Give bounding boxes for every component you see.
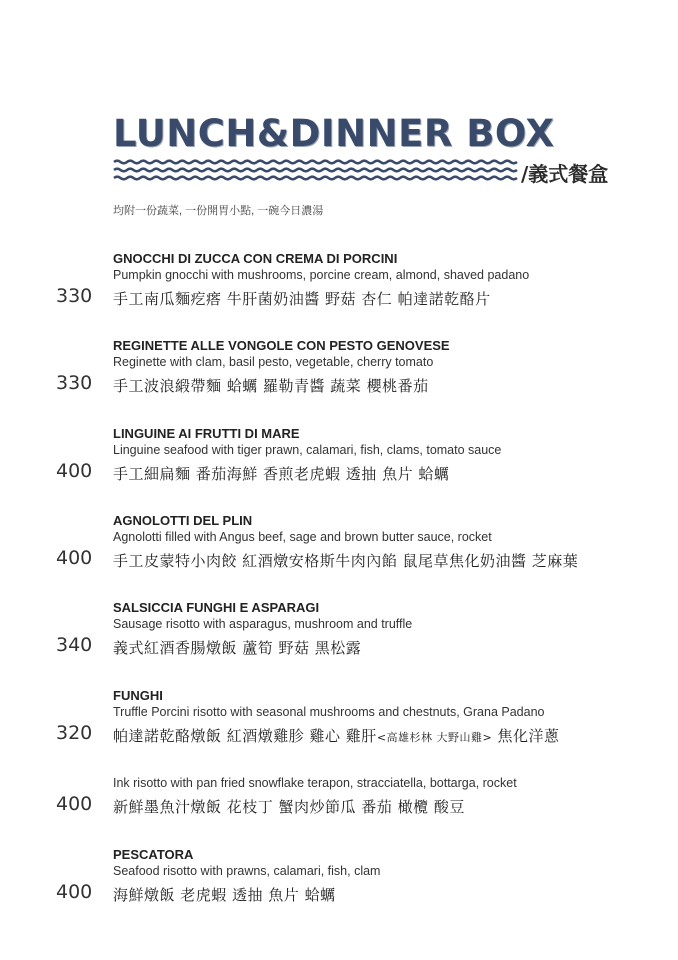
menu-item-pescatora [0, 847, 678, 917]
item-name: FUNGHI [113, 688, 163, 703]
page-title: LUNCH&DINNER BOX [113, 112, 555, 155]
subtitle-chinese: /義式餐盒 [521, 162, 609, 186]
menu-item-gnocchi [0, 251, 678, 321]
menu-item-agnolotti [0, 513, 678, 583]
item-price: 330 [56, 285, 93, 307]
item-description-en: Agnolotti filled with Angus beef, sage and brown butter sauce, rocket [113, 530, 492, 544]
wave-divider-icon [113, 157, 518, 185]
item-price: 330 [56, 372, 93, 394]
item-name: AGNOLOTTI DEL PLIN [113, 513, 253, 528]
item-price: 400 [56, 793, 93, 815]
item-description-zh: 義式紅酒香腸燉飯 蘆筍 野菇 黑松露 [113, 639, 362, 657]
menu-item-ink-risotto [0, 759, 678, 829]
menu-item-reginette [0, 338, 678, 408]
item-price: 400 [56, 547, 93, 569]
item-name: REGINETTE ALLE VONGOLE CON PESTO GENOVESE [113, 338, 450, 353]
item-description-en: Linguine seafood with tiger prawn, calamari, fish, clams, tomato sauce [113, 443, 502, 457]
item-origin-note: <高雄杉林 大野山雞> [376, 731, 493, 744]
menu-item-funghi [0, 688, 678, 758]
item-name: LINGUINE AI FRUTTI DI MARE [113, 426, 300, 441]
item-description-en: Pumpkin gnocchi with mushrooms, porcine cream, almond, shaved padano [113, 268, 530, 282]
item-description-zh: 新鮮墨魚汁燉飯 花枝丁 蟹肉炒節瓜 番茄 橄欖 酸豆 [113, 798, 465, 816]
menu-item-linguine [0, 426, 678, 496]
item-description-en: Sausage risotto with asparagus, mushroom and truffle [113, 617, 413, 631]
item-name: PESCATORA [113, 847, 194, 862]
item-description-zh [113, 725, 560, 746]
item-price: 400 [56, 881, 93, 903]
item-price: 320 [56, 722, 93, 744]
item-description-zh-tail: 焦化洋蔥 [492, 727, 560, 745]
item-name: GNOCCHI DI ZUCCA CON CREMA DI PORCINI [113, 251, 398, 266]
item-description-en: Seafood risotto with prawns, calamari, fish, clam [113, 864, 381, 878]
item-description-zh: 手工波浪緞帶麵 蛤蠣 羅勒青醬 蔬菜 櫻桃番茄 [113, 377, 429, 395]
menu-note: 均附一份蔬菜, 一份開胃小點, 一碗今日濃湯 [113, 205, 324, 217]
item-price: 400 [56, 460, 93, 482]
item-description-zh-main: 帕達諾乾酪燉飯 紅酒燉雞胗 雞心 雞肝 [113, 727, 377, 745]
item-price: 340 [56, 634, 93, 656]
item-description-en: Reginette with clam, basil pesto, vegetable, cherry tomato [113, 355, 434, 369]
item-name: SALSICCIA FUNGHI E ASPARAGI [113, 600, 320, 615]
item-description-zh: 海鮮燉飯 老虎蝦 透抽 魚片 蛤蠣 [113, 886, 336, 904]
item-description-zh: 手工細扁麵 番茄海鮮 香煎老虎蝦 透抽 魚片 蛤蠣 [113, 465, 450, 483]
menu-item-salsiccia [0, 600, 678, 670]
item-description-en: Truffle Porcini risotto with seasonal mushrooms and chestnuts, Grana Padano [113, 705, 545, 719]
item-description-zh: 手工南瓜麵疙瘩 牛肝菌奶油醬 野菇 杏仁 帕達諾乾酪片 [113, 290, 491, 308]
item-description-zh: 手工皮蒙特小肉餃 紅酒燉安格斯牛肉內餡 鼠尾草焦化奶油醬 芝麻葉 [113, 552, 579, 570]
item-description-en: Ink risotto with pan fried snowflake terapon, stracciatella, bottarga, rocket [113, 776, 517, 790]
